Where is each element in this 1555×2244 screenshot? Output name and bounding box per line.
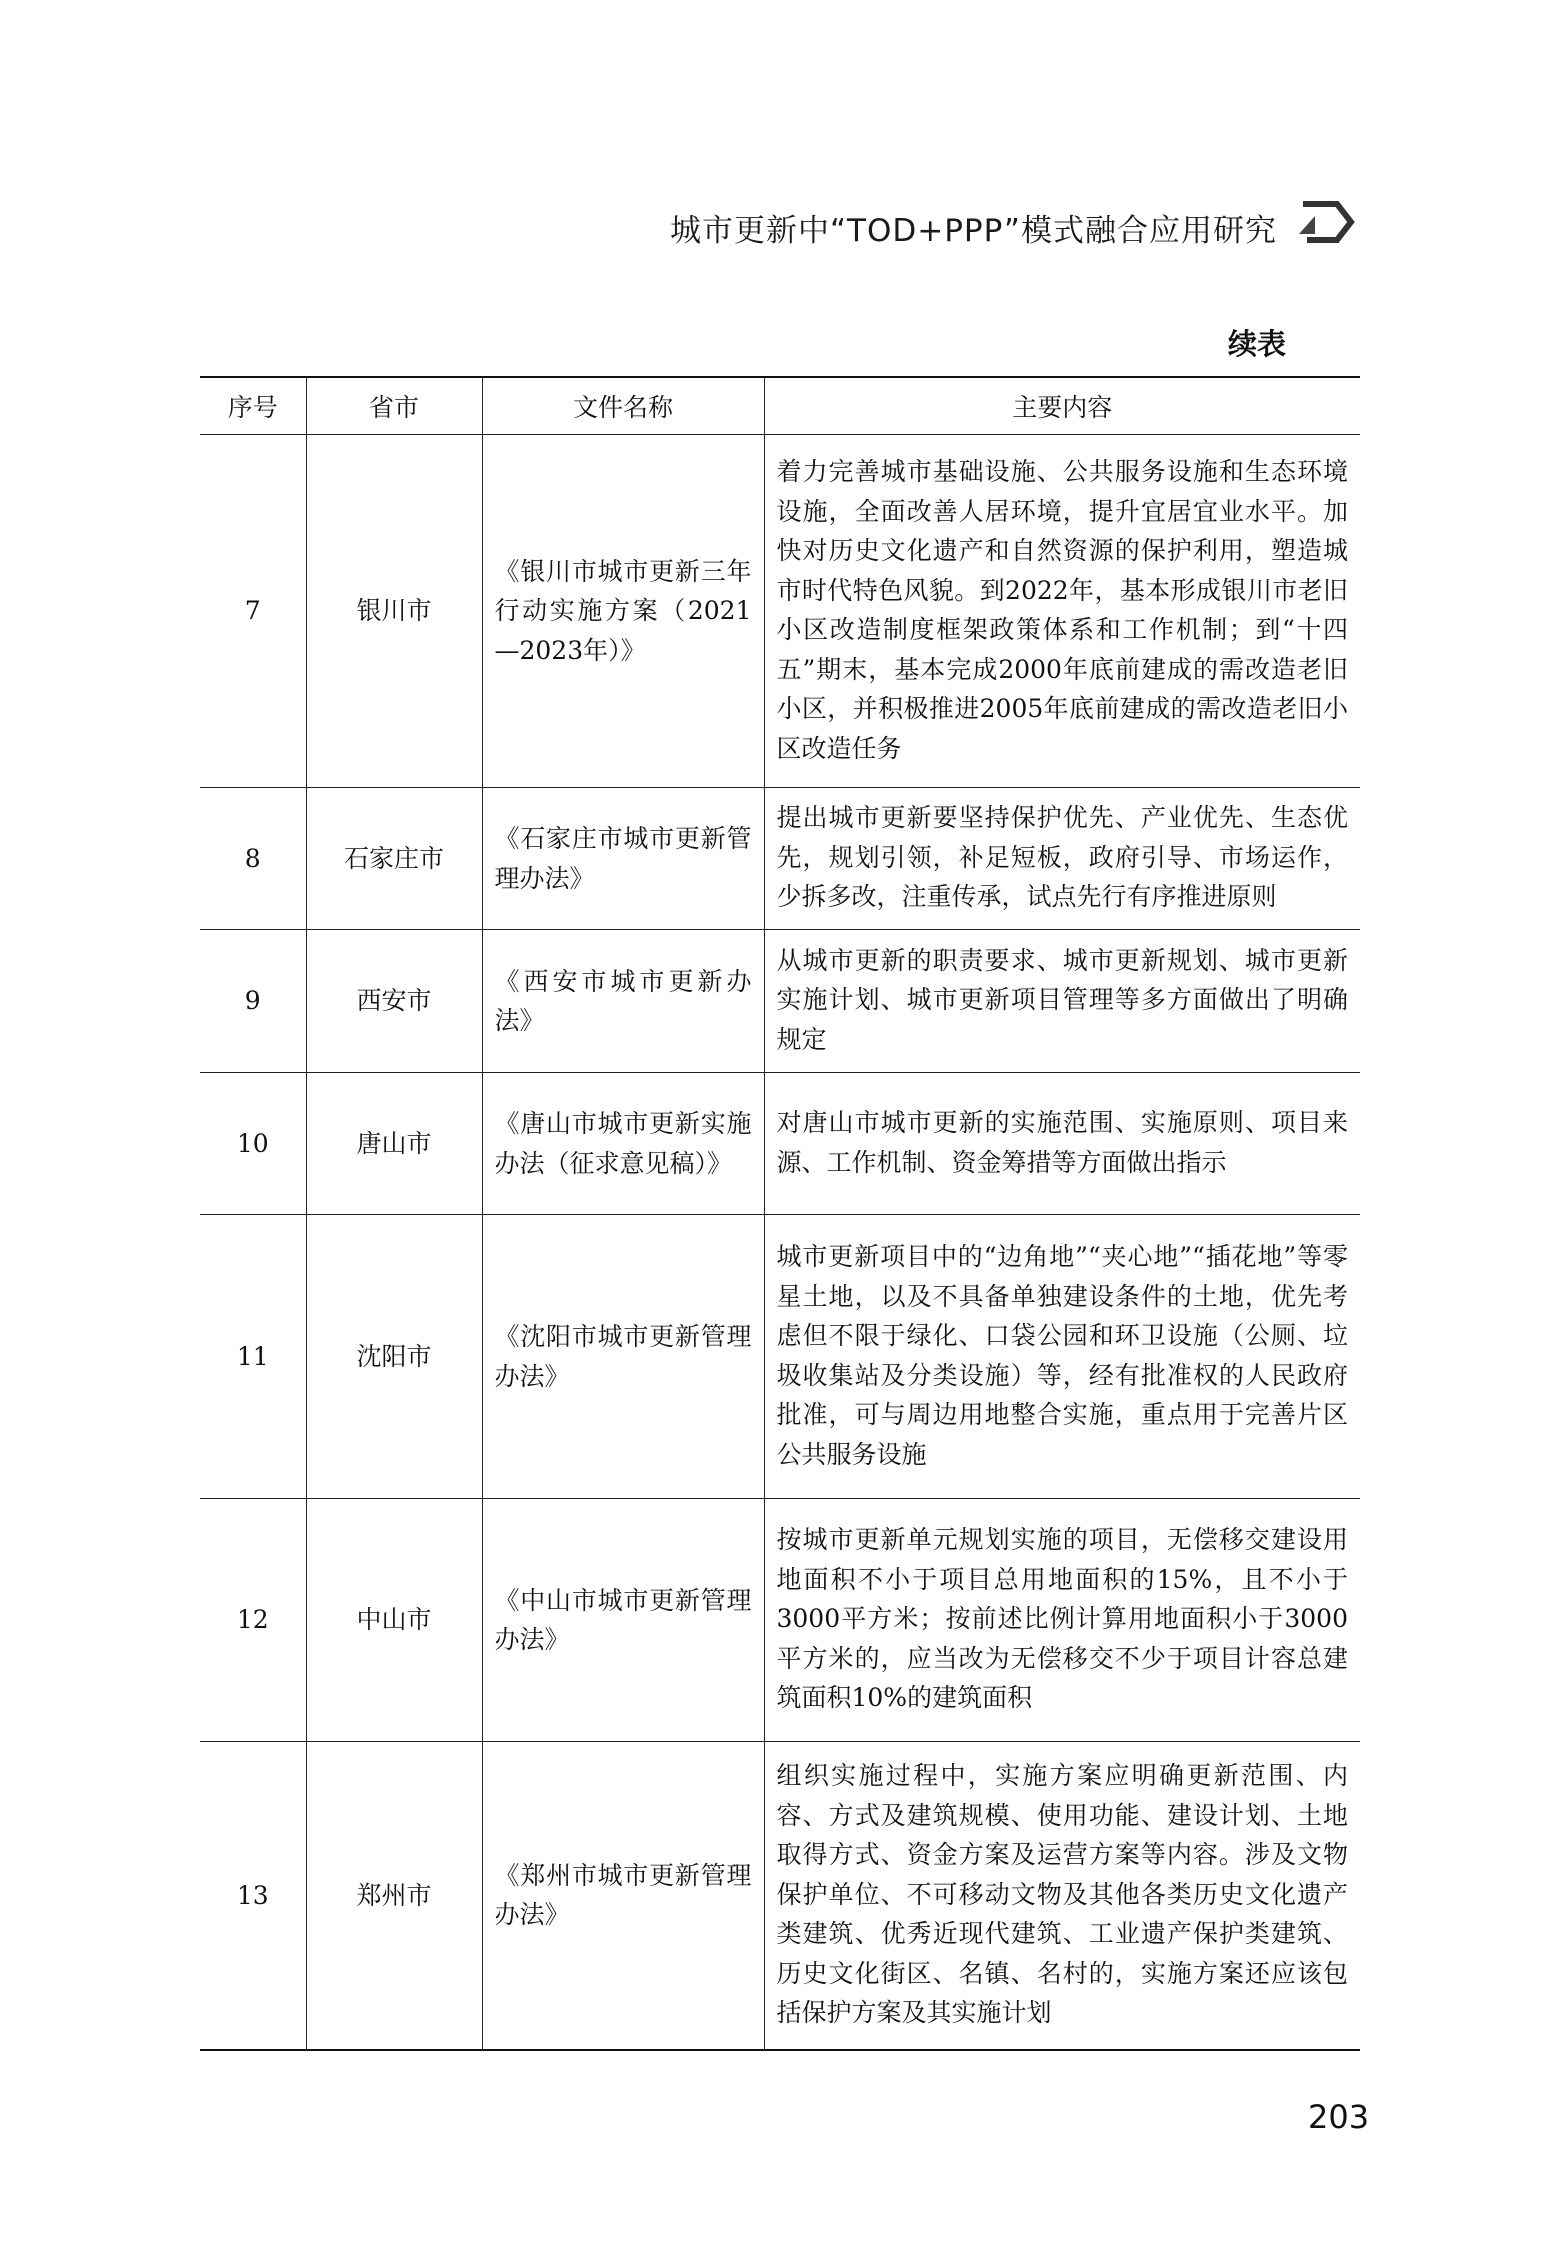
column-header-city: 省市	[306, 377, 482, 435]
row-number: 11	[200, 1215, 306, 1499]
row-content: 城市更新项目中的“边角地”“夹心地”“插花地”等零星土地，以及不具备单独建设条件的土地，优先考虑但不限于绿化、口袋公园和环卫设施（公厕、垃圾收集站及分类设施）等，经有批准权的人民政府批准，可与周边用地整合实施，重点用于完善片区公共服务设施	[764, 1215, 1360, 1499]
row-content: 从城市更新的职责要求、城市更新规划、城市更新实施计划、城市更新项目管理等多方面做出了明确规定	[764, 930, 1360, 1073]
row-content: 组织实施过程中，实施方案应明确更新范围、内容、方式及建筑规模、使用功能、建设计划、土地取得方式、资金方案及运营方案等内容。涉及文物保护单位、不可移动文物及其他各类历史文化遗产类建筑、优秀近现代建筑、工业遗产保护类建筑、历史文化街区、名镇、名村的，实施方案还应该包括保护方案及其实施计划	[764, 1742, 1360, 2050]
row-number: 10	[200, 1073, 306, 1215]
row-city: 西安市	[306, 930, 482, 1073]
policy-table	[200, 376, 1360, 2051]
row-number: 8	[200, 788, 306, 930]
row-document: 《石家庄市城市更新管理办法》	[482, 788, 764, 930]
row-content: 对唐山市城市更新的实施范围、实施原则、项目来源、工作机制、资金筹措等方面做出指示	[764, 1073, 1360, 1215]
page-number: 203	[1308, 2098, 1370, 2136]
row-number: 13	[200, 1742, 306, 2050]
table-row	[200, 1215, 1360, 1499]
row-number: 9	[200, 930, 306, 1073]
row-city: 沈阳市	[306, 1215, 482, 1499]
table-row	[200, 435, 1360, 788]
row-document: 《郑州市城市更新管理办法》	[482, 1742, 764, 2050]
table-row	[200, 1742, 1360, 2050]
table-header-row	[200, 377, 1360, 435]
row-content: 按城市更新单元规划实施的项目，无偿移交建设用地面积不小于项目总用地面积的15%，且不小于3000平方米；按前述比例计算用地面积小于3000平方米的，应当改为无偿移交不少于项目计容总建筑面积10%的建筑面积	[764, 1499, 1360, 1742]
column-header-content: 主要内容	[764, 377, 1360, 435]
table-row	[200, 788, 1360, 930]
row-document: 《西安市城市更新办法》	[482, 930, 764, 1073]
column-header-document: 文件名称	[482, 377, 764, 435]
header-title: 城市更新中“TOD+PPP”模式融合应用研究	[670, 213, 1277, 249]
continued-label: 续表	[1228, 327, 1287, 361]
row-city: 郑州市	[306, 1742, 482, 2050]
table-row	[200, 1073, 1360, 1215]
row-document: 《中山市城市更新管理办法》	[482, 1499, 764, 1742]
chapter-arrow-icon	[1297, 190, 1359, 252]
column-header-number: 序号	[200, 377, 306, 435]
row-city: 石家庄市	[306, 788, 482, 930]
row-city: 银川市	[306, 435, 482, 788]
row-number: 12	[200, 1499, 306, 1742]
table-row	[200, 1499, 1360, 1742]
row-number: 7	[200, 435, 306, 788]
row-document: 《银川市城市更新三年行动实施方案（2021—2023年）》	[482, 435, 764, 788]
row-city: 中山市	[306, 1499, 482, 1742]
row-document: 《唐山市城市更新实施办法（征求意见稿）》	[482, 1073, 764, 1215]
row-content: 着力完善城市基础设施、公共服务设施和生态环境设施，全面改善人居环境，提升宜居宜业水平。加快对历史文化遗产和自然资源的保护利用，塑造城市时代特色风貌。到2022年，基本形成银川市老旧小区改造制度框架政策体系和工作机制；到“十四五”期末，基本完成2000年底前建成的需改造老旧小区，并积极推进2005年底前建成的需改造老旧小区改造任务	[764, 435, 1360, 788]
row-city: 唐山市	[306, 1073, 482, 1215]
table-row	[200, 930, 1360, 1073]
row-document: 《沈阳市城市更新管理办法》	[482, 1215, 764, 1499]
row-content: 提出城市更新要坚持保护优先、产业优先、生态优先，规划引领，补足短板，政府引导、市场运作，少拆多改，注重传承，试点先行有序推进原则	[764, 788, 1360, 930]
